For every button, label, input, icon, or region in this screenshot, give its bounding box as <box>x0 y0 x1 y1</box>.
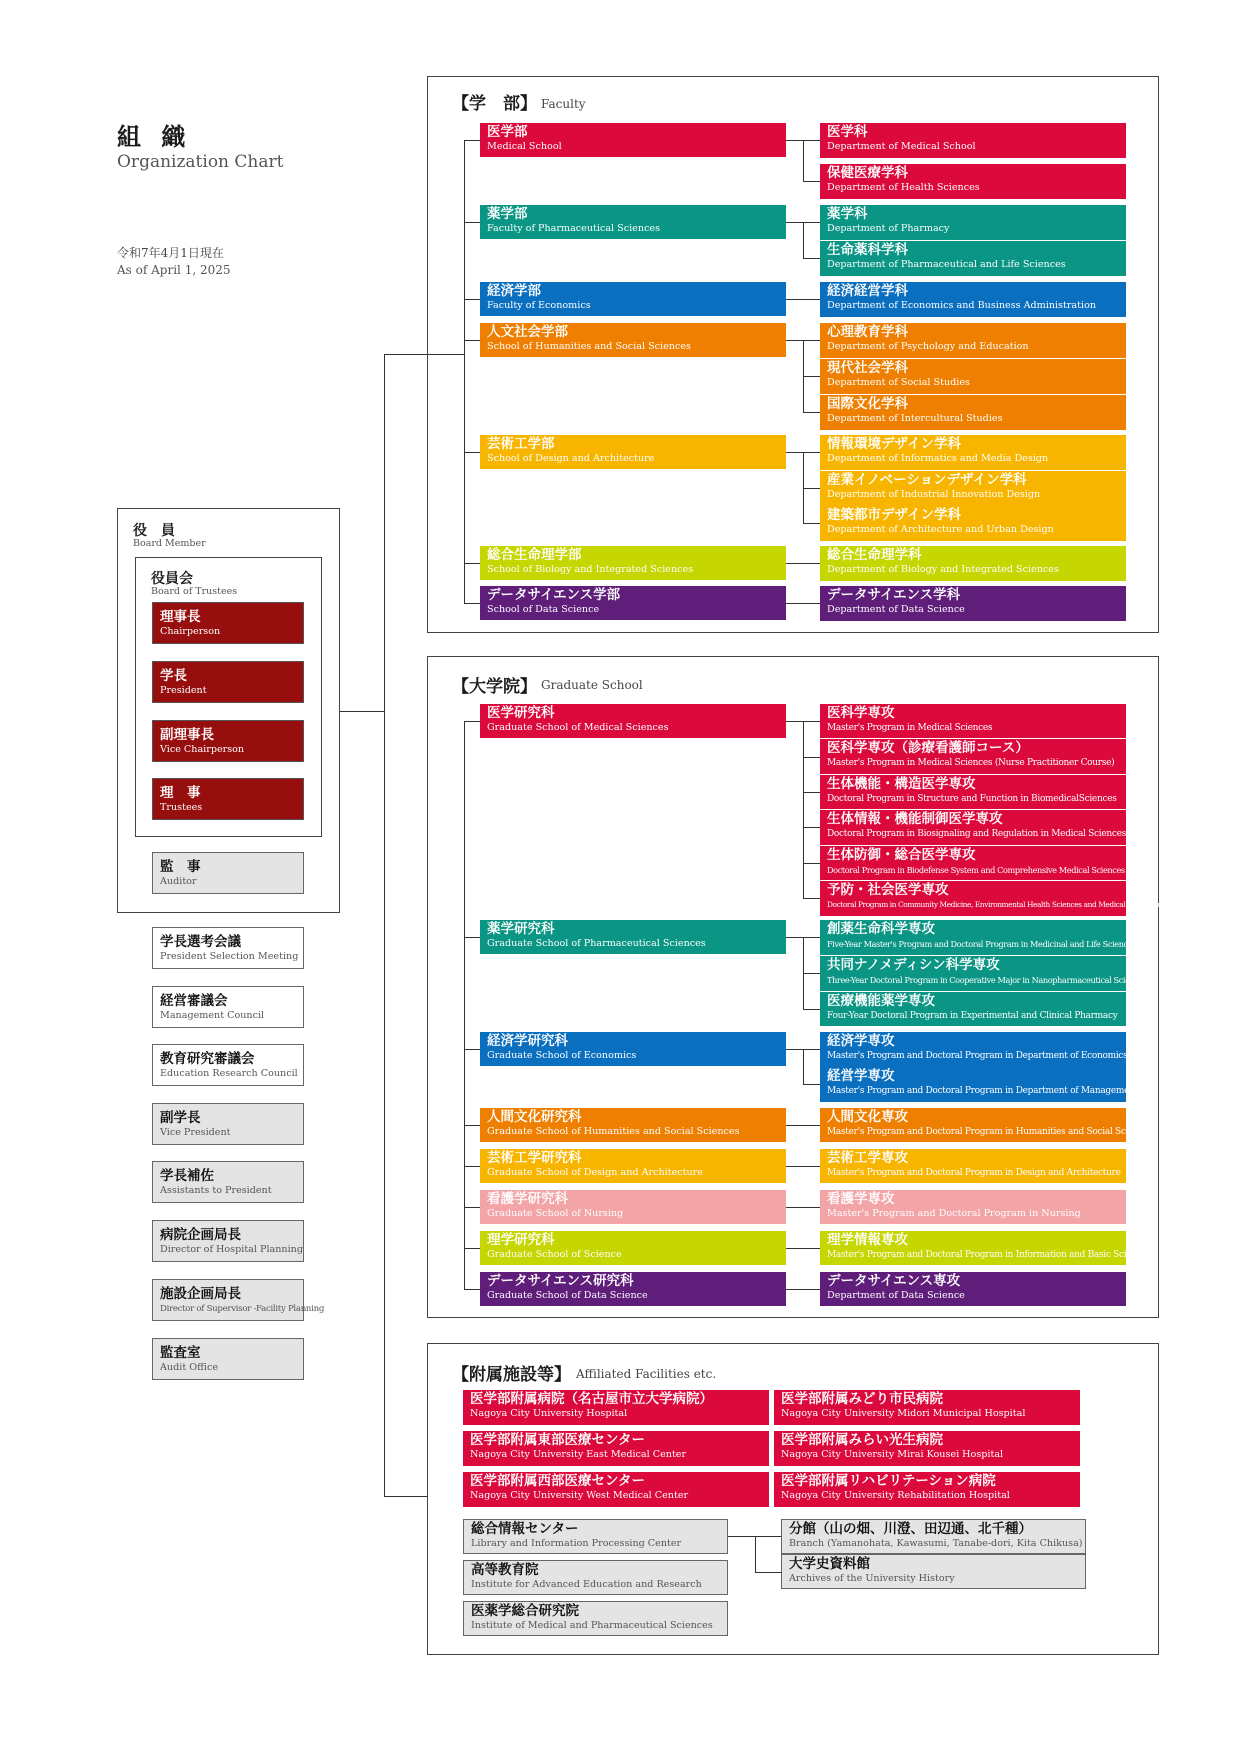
facility-library: 総合情報センター Library and Information Processing Center <box>463 1519 728 1554</box>
affiliated-subtitle: Affiliated Facilities etc. <box>576 1367 717 1381</box>
graduate-tick <box>464 1248 480 1249</box>
dept-connector <box>803 523 820 524</box>
dept-connector <box>803 376 820 377</box>
hospital-main: 医学部附属病院（名古屋市立大学病院） Nagoya City University Hospital <box>463 1390 769 1425</box>
faculty-medical: 医学部 Medical School <box>480 123 786 157</box>
faculty-tick <box>464 563 480 564</box>
dept-connector <box>803 222 804 258</box>
program-connector <box>786 1207 820 1208</box>
board-trustees: 理 事 Trustees <box>152 778 304 820</box>
admin-president-selection: 学長選考会議 President Selection Meeting <box>152 927 304 969</box>
admin-management-council: 経営審議会 Management Council <box>152 986 304 1028</box>
program-community-medicine: 予防・社会医学専攻 Doctoral Program in Community Medicine, Environmental Health Sciences and Medical Education <box>820 881 1126 916</box>
dept-connector <box>786 299 820 300</box>
board-vice-chairperson: 副理事長 Vice Chairperson <box>152 720 304 762</box>
grad-economics: 経済学研究科 Graduate School of Economics <box>480 1032 786 1066</box>
dept-connector <box>803 488 820 489</box>
board-title: 役 員 <box>133 523 175 539</box>
branch-connector <box>755 1536 756 1572</box>
graduate-tick <box>464 1289 480 1290</box>
page-subtitle: Organization Chart <box>117 152 284 172</box>
program-nanopharma: 共同ナノメディシン科学専攻 Three-Year Doctoral Program in Cooperative Major in Nanopharmaceutical Sciences <box>820 956 1126 991</box>
faculty-design: 芸術工学部 School of Design and Architecture <box>480 435 786 469</box>
dept-connector <box>803 412 820 413</box>
program-nurse-practitioner: 医科学専攻（診療看護師コース） Master's Program in Medical Sciences (Nurse Practitioner Course) <box>820 739 1126 774</box>
program-structure-function: 生体機能・構造医学専攻 Doctoral Program in Structure and Function in BiomedicalSciences <box>820 775 1126 809</box>
grad-nursing: 看護学研究科 Graduate School of Nursing <box>480 1190 786 1224</box>
facility-advanced-education: 高等教育院 Institute for Advanced Education and Research <box>463 1560 728 1595</box>
dept-connector <box>786 563 820 564</box>
branch-libraries: 分館（山の畑、川澄、田辺通、北千種） Branch (Yamanohata, Kawasumi, Tanabe-dori, Kita Chikusa) <box>781 1519 1086 1554</box>
admin-vice-president: 副学長 Vice President <box>152 1103 304 1145</box>
connector-affiliated <box>384 1496 428 1497</box>
program-medical-masters: 医科学専攻 Master's Program in Medical Sciences <box>820 704 1126 738</box>
dept-connector <box>803 181 820 182</box>
page-title: 組 織 <box>117 123 192 151</box>
dept-medical: 医学科 Department of Medical School <box>820 123 1126 158</box>
faculty-spine <box>464 140 465 603</box>
date-ja: 令和7年4月1日現在 <box>117 246 224 260</box>
hospital-midori: 医学部附属みどり市民病院 Nagoya City University Midori Municipal Hospital <box>774 1390 1080 1425</box>
grad-medical: 医学研究科 Graduate School of Medical Sciences <box>480 704 786 738</box>
admin-audit-office: 監査室 Audit Office <box>152 1338 304 1380</box>
program-connector <box>803 721 804 898</box>
dept-intercultural: 国際文化学科 Department of Intercultural Studies <box>820 395 1126 430</box>
graduate-tick <box>464 721 480 722</box>
hospital-east: 医学部附属東部医療センター Nagoya City University East Medical Center <box>463 1431 769 1466</box>
program-connector <box>786 1125 820 1126</box>
graduate-title: 【大学院】 <box>452 677 537 697</box>
admin-assistants: 学長補佐 Assistants to President <box>152 1161 304 1203</box>
program-connector <box>803 1084 820 1085</box>
program-connector <box>803 863 820 864</box>
program-clinical-pharmacy: 医療機能薬学専攻 Four-Year Doctoral Program in Experimental and Clinical Pharmacy <box>820 992 1126 1026</box>
faculty-tick <box>464 222 480 223</box>
faculty-tick <box>464 452 480 453</box>
program-management: 経営学専攻 Master's Program and Doctoral Program in Department of Management <box>820 1067 1126 1102</box>
dept-industrial-design: 産業イノベーションデザイン学科 Department of Industrial Innovation Design <box>820 471 1126 506</box>
program-connector <box>803 827 820 828</box>
branch-connector <box>755 1572 781 1573</box>
dept-connector <box>786 603 820 604</box>
dept-pharma-life: 生命薬科学科 Department of Pharmaceutical and Life Sciences <box>820 241 1126 276</box>
program-connector <box>786 1248 820 1249</box>
graduate-tick <box>464 1049 480 1050</box>
program-information-science: 理学情報専攻 Master's Program and Doctoral Program in Information and Basic Science <box>820 1231 1126 1265</box>
graduate-tick <box>464 1166 480 1167</box>
program-data-science: データサイエンス専攻 Department of Data Science <box>820 1272 1126 1306</box>
faculty-economics: 経済学部 Faculty of Economics <box>480 282 786 316</box>
grad-data-science: データサイエンス研究科 Graduate School of Data Science <box>480 1272 786 1306</box>
board-auditor: 監 事 Auditor <box>152 852 304 894</box>
faculty-biology: 総合生命理学部 School of Biology and Integrated Sciences <box>480 546 786 580</box>
board-subtitle: Board Member <box>133 538 206 549</box>
program-connector <box>803 757 820 758</box>
admin-education-research-council: 教育研究審議会 Education Research Council <box>152 1044 304 1086</box>
graduate-subtitle: Graduate School <box>541 678 643 692</box>
trustees-title: 役員会 <box>151 571 193 587</box>
grad-humanities: 人間文化研究科 Graduate School of Humanities and Social Sciences <box>480 1108 786 1142</box>
faculty-data-science: データサイエンス学部 School of Data Science <box>480 586 786 620</box>
dept-connector <box>803 140 804 181</box>
date-en: As of April 1, 2025 <box>117 263 231 277</box>
board-president: 学長 President <box>152 661 304 703</box>
faculty-pharmaceutical: 薬学部 Faculty of Pharmaceutical Sciences <box>480 205 786 239</box>
faculty-tick <box>464 603 480 604</box>
facility-medical-pharma: 医薬学総合研究院 Institute of Medical and Pharmaceutical Sciences <box>463 1601 728 1636</box>
faculty-tick <box>464 340 480 341</box>
main-trunk-line <box>384 354 385 1496</box>
admin-hospital-planning: 病院企画局長 Director of Hospital Planning <box>152 1220 304 1262</box>
dept-informatics: 情報環境デザイン学科 Department of Informatics and Media Design <box>820 435 1126 470</box>
program-connector <box>786 1289 820 1290</box>
branch-archives: 大学史資料館 Archives of the University History <box>781 1554 1086 1589</box>
dept-health-sciences: 保健医療学科 Department of Health Sciences <box>820 164 1126 199</box>
graduate-tick <box>464 1207 480 1208</box>
affiliated-title: 【附属施設等】 <box>452 1365 571 1385</box>
grad-science: 理学研究科 Graduate School of Science <box>480 1231 786 1265</box>
hospital-west: 医学部附属西部医療センター Nagoya City University West Medical Center <box>463 1472 769 1507</box>
program-connector <box>803 792 820 793</box>
graduate-tick <box>464 1125 480 1126</box>
trustees-subtitle: Board of Trustees <box>151 586 238 597</box>
dept-pharmacy: 薬学科 Department of Pharmacy <box>820 205 1126 240</box>
board-chairperson: 理事長 Chairperson <box>152 602 304 644</box>
program-connector <box>786 1166 820 1167</box>
faculty-title: 【学 部】 <box>452 94 537 114</box>
dept-psychology: 心理教育学科 Department of Psychology and Education <box>820 323 1126 358</box>
dept-social-studies: 現代社会学科 Department of Social Studies <box>820 359 1126 394</box>
program-connector <box>803 898 820 899</box>
program-economics: 経済学専攻 Master's Program and Doctoral Program in Department of Economics <box>820 1032 1126 1067</box>
faculty-humanities: 人文社会学部 School of Humanities and Social Sciences <box>480 323 786 357</box>
dept-economics: 経済経営学科 Department of Economics and Business Administration <box>820 282 1126 317</box>
faculty-subtitle: Faculty <box>541 97 586 111</box>
dept-architecture: 建築都市デザイン学科 Department of Architecture and Urban Design <box>820 506 1126 541</box>
dept-connector <box>803 258 820 259</box>
faculty-tick <box>464 140 480 141</box>
hospital-mirai: 医学部附属みらい光生病院 Nagoya City University Mirai Kousei Hospital <box>774 1431 1080 1466</box>
program-medicinal-life: 創薬生命科学専攻 Five-Year Master's Program and Doctoral Program in Medicinal and Life Sciences <box>820 920 1126 955</box>
admin-facility-planning: 施設企画局長 Director of Supervisor -Facility Planning <box>152 1279 304 1321</box>
program-biosignaling: 生体情報・機能制御医学専攻 Doctoral Program in Biosignaling and Regulation in Medical Sciences <box>820 810 1126 845</box>
program-connector <box>803 1049 804 1084</box>
grad-pharmaceutical: 薬学研究科 Graduate School of Pharmaceutical Sciences <box>480 920 786 954</box>
faculty-tick <box>464 299 480 300</box>
program-design: 芸術工学専攻 Master's Program and Doctoral Program in Design and Architecture <box>820 1149 1126 1183</box>
dept-biology: 総合生命理学科 Department of Biology and Integrated Sciences <box>820 546 1126 581</box>
program-connector <box>803 1009 820 1010</box>
dept-data-science: データサイエンス学科 Department of Data Science <box>820 586 1126 621</box>
program-connector <box>803 973 820 974</box>
graduate-tick <box>464 937 480 938</box>
connector-board <box>340 711 385 712</box>
graduate-spine <box>464 721 465 1290</box>
hospital-rehabilitation: 医学部附属リハビリテーション病院 Nagoya City University Rehabilitation Hospital <box>774 1472 1080 1507</box>
program-biodefense: 生体防御・総合医学専攻 Doctoral Program in Biodefense System and Comprehensive Medical Sciences <box>820 846 1126 880</box>
grad-design: 芸術工学研究科 Graduate School of Design and Architecture <box>480 1149 786 1183</box>
program-nursing: 看護学専攻 Master's Program and Doctoral Program in Nursing <box>820 1190 1126 1224</box>
program-humanities: 人間文化専攻 Master's Program and Doctoral Program in Humanities and Social Sciences <box>820 1108 1126 1142</box>
